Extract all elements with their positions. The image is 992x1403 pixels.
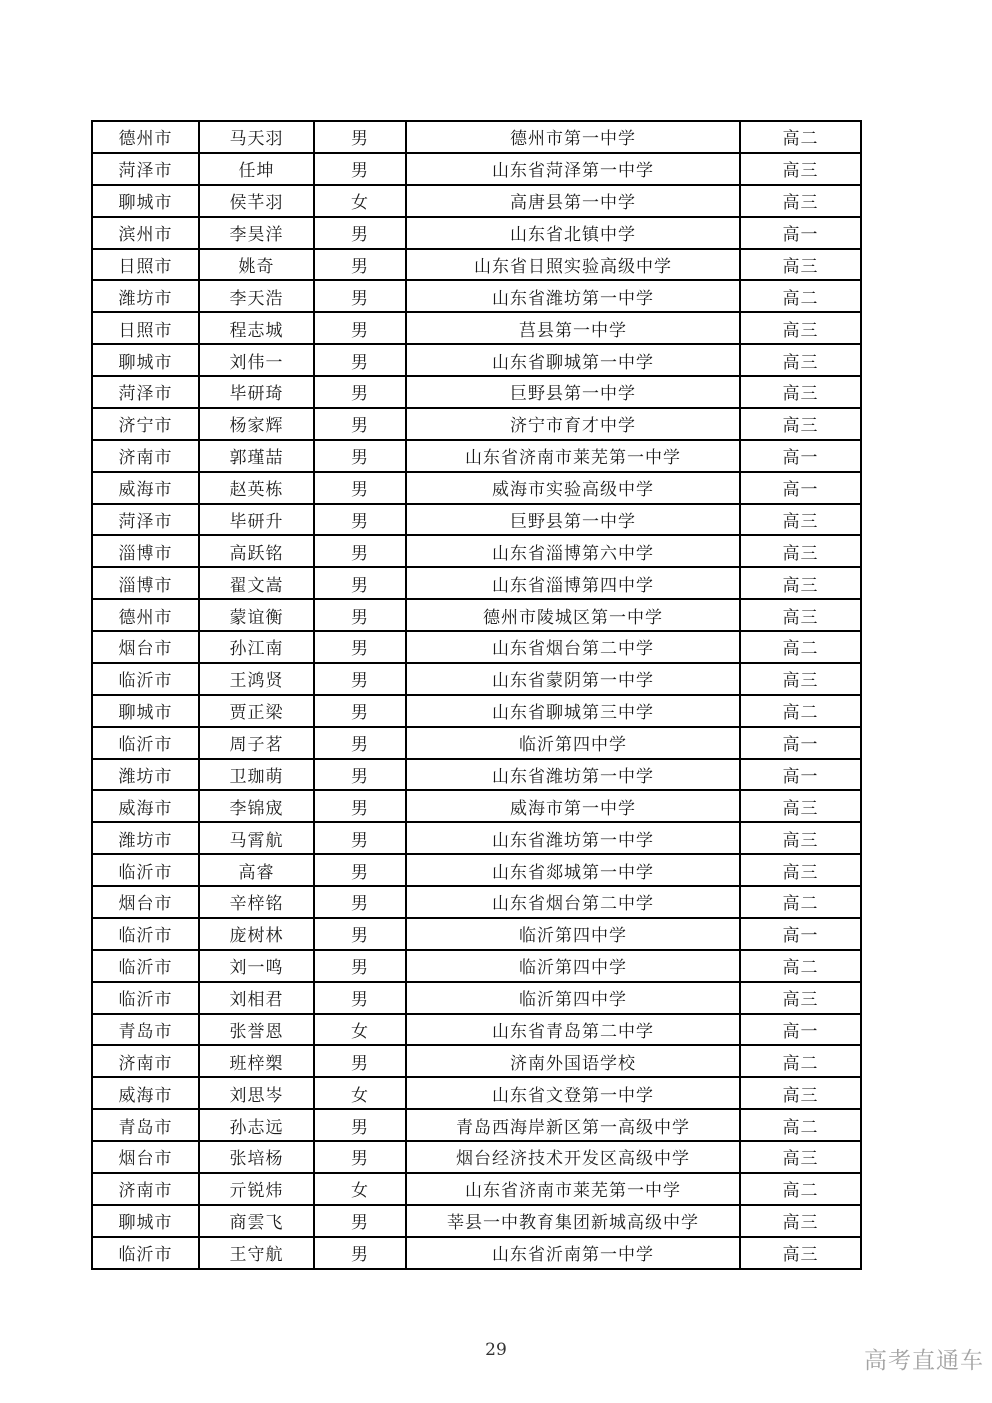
cell-gender: 男 <box>314 631 406 663</box>
cell-school: 莒县第一中学 <box>406 312 740 344</box>
cell-name: 庞树林 <box>199 918 314 950</box>
cell-school: 临沂第四中学 <box>406 950 740 982</box>
cell-name: 张培杨 <box>199 1141 314 1173</box>
cell-grade: 高二 <box>740 695 861 727</box>
cell-gender: 男 <box>314 982 406 1014</box>
cell-gender: 男 <box>314 1045 406 1077</box>
cell-school: 山东省文登第一中学 <box>406 1077 740 1109</box>
cell-gender: 男 <box>314 822 406 854</box>
cell-name: 高跃铭 <box>199 535 314 567</box>
cell-school: 山东省淄博第四中学 <box>406 567 740 599</box>
cell-gender: 男 <box>314 217 406 249</box>
cell-grade: 高三 <box>740 344 861 376</box>
cell-city: 日照市 <box>92 312 199 344</box>
table-row <box>92 344 861 376</box>
table-row <box>92 1205 861 1237</box>
cell-school: 山东省沂南第一中学 <box>406 1237 740 1269</box>
cell-city: 济南市 <box>92 1045 199 1077</box>
cell-gender: 男 <box>314 1141 406 1173</box>
cell-gender: 男 <box>314 759 406 791</box>
cell-grade: 高三 <box>740 663 861 695</box>
cell-gender: 男 <box>314 727 406 759</box>
cell-gender: 男 <box>314 504 406 536</box>
cell-grade: 高一 <box>740 759 861 791</box>
cell-city: 潍坊市 <box>92 759 199 791</box>
cell-school: 威海市第一中学 <box>406 790 740 822</box>
table-row <box>92 472 861 504</box>
student-roster-table <box>91 120 862 1270</box>
cell-name: 孙江南 <box>199 631 314 663</box>
table-row <box>92 408 861 440</box>
cell-name: 王鸿贤 <box>199 663 314 695</box>
table-row <box>92 886 861 918</box>
table-row <box>92 280 861 312</box>
cell-gender: 男 <box>314 663 406 695</box>
cell-city: 德州市 <box>92 121 199 153</box>
table-row <box>92 121 861 153</box>
cell-grade: 高三 <box>740 504 861 536</box>
cell-gender: 女 <box>314 185 406 217</box>
cell-gender: 男 <box>314 854 406 886</box>
student-table-body <box>92 121 861 1269</box>
cell-gender: 男 <box>314 249 406 281</box>
table-row <box>92 1141 861 1173</box>
cell-grade: 高二 <box>740 631 861 663</box>
cell-school: 巨野县第一中学 <box>406 504 740 536</box>
cell-grade: 高二 <box>740 1045 861 1077</box>
cell-grade: 高三 <box>740 1077 861 1109</box>
table-row <box>92 217 861 249</box>
cell-school: 山东省潍坊第一中学 <box>406 759 740 791</box>
cell-gender: 男 <box>314 376 406 408</box>
cell-grade: 高一 <box>740 472 861 504</box>
table-row <box>92 1045 861 1077</box>
cell-school: 山东省济南市莱芜第一中学 <box>406 1173 740 1205</box>
cell-city: 青岛市 <box>92 1109 199 1141</box>
cell-grade: 高一 <box>740 1014 861 1046</box>
cell-school: 山东省菏泽第一中学 <box>406 153 740 185</box>
cell-school: 威海市实验高级中学 <box>406 472 740 504</box>
cell-school: 青岛西海岸新区第一高级中学 <box>406 1109 740 1141</box>
cell-city: 聊城市 <box>92 185 199 217</box>
cell-city: 潍坊市 <box>92 280 199 312</box>
cell-gender: 男 <box>314 695 406 727</box>
cell-school: 山东省潍坊第一中学 <box>406 822 740 854</box>
cell-city: 济南市 <box>92 1173 199 1205</box>
cell-grade: 高三 <box>740 854 861 886</box>
cell-school: 山东省日照实验高级中学 <box>406 249 740 281</box>
table-row <box>92 822 861 854</box>
table-row <box>92 376 861 408</box>
cell-name: 马天羽 <box>199 121 314 153</box>
cell-city: 济宁市 <box>92 408 199 440</box>
cell-city: 烟台市 <box>92 631 199 663</box>
cell-gender: 男 <box>314 344 406 376</box>
table-row <box>92 759 861 791</box>
cell-grade: 高一 <box>740 440 861 472</box>
cell-grade: 高二 <box>740 280 861 312</box>
table-row <box>92 631 861 663</box>
cell-name: 孙志远 <box>199 1109 314 1141</box>
cell-school: 临沂第四中学 <box>406 727 740 759</box>
cell-school: 巨野县第一中学 <box>406 376 740 408</box>
cell-name: 刘思岑 <box>199 1077 314 1109</box>
table-row <box>92 312 861 344</box>
cell-grade: 高三 <box>740 790 861 822</box>
cell-city: 淄博市 <box>92 535 199 567</box>
cell-gender: 男 <box>314 312 406 344</box>
cell-gender: 男 <box>314 1237 406 1269</box>
cell-city: 临沂市 <box>92 854 199 886</box>
cell-grade: 高三 <box>740 567 861 599</box>
cell-name: 马霄航 <box>199 822 314 854</box>
table-row <box>92 1109 861 1141</box>
table-row <box>92 918 861 950</box>
table-row <box>92 1173 861 1205</box>
table-row <box>92 567 861 599</box>
table-row <box>92 950 861 982</box>
cell-school: 济南外国语学校 <box>406 1045 740 1077</box>
cell-name: 刘伟一 <box>199 344 314 376</box>
cell-grade: 高一 <box>740 918 861 950</box>
cell-city: 临沂市 <box>92 663 199 695</box>
cell-name: 班梓槊 <box>199 1045 314 1077</box>
cell-gender: 男 <box>314 1109 406 1141</box>
cell-name: 毕研琦 <box>199 376 314 408</box>
cell-grade: 高三 <box>740 1141 861 1173</box>
cell-grade: 高一 <box>740 727 861 759</box>
table-row <box>92 727 861 759</box>
cell-city: 临沂市 <box>92 727 199 759</box>
cell-city: 临沂市 <box>92 1237 199 1269</box>
cell-grade: 高三 <box>740 153 861 185</box>
cell-city: 聊城市 <box>92 344 199 376</box>
cell-school: 烟台经济技术开发区高级中学 <box>406 1141 740 1173</box>
table-row <box>92 249 861 281</box>
cell-school: 山东省北镇中学 <box>406 217 740 249</box>
cell-gender: 男 <box>314 1205 406 1237</box>
cell-school: 德州市第一中学 <box>406 121 740 153</box>
cell-school: 山东省青岛第二中学 <box>406 1014 740 1046</box>
cell-grade: 高三 <box>740 1205 861 1237</box>
cell-name: 亓锐炜 <box>199 1173 314 1205</box>
cell-gender: 男 <box>314 472 406 504</box>
cell-name: 商雲飞 <box>199 1205 314 1237</box>
cell-school: 莘县一中教育集团新城高级中学 <box>406 1205 740 1237</box>
cell-name: 辛梓铭 <box>199 886 314 918</box>
cell-grade: 高三 <box>740 185 861 217</box>
cell-gender: 男 <box>314 886 406 918</box>
cell-name: 刘相君 <box>199 982 314 1014</box>
table-row <box>92 982 861 1014</box>
cell-city: 临沂市 <box>92 918 199 950</box>
cell-gender: 男 <box>314 790 406 822</box>
cell-name: 张誉恩 <box>199 1014 314 1046</box>
cell-school: 山东省聊城第一中学 <box>406 344 740 376</box>
cell-school: 山东省郯城第一中学 <box>406 854 740 886</box>
cell-name: 程志城 <box>199 312 314 344</box>
cell-name: 李天浩 <box>199 280 314 312</box>
cell-name: 李锦宬 <box>199 790 314 822</box>
cell-city: 聊城市 <box>92 1205 199 1237</box>
cell-grade: 高三 <box>740 599 861 631</box>
table-row <box>92 1237 861 1269</box>
cell-grade: 高二 <box>740 1109 861 1141</box>
cell-grade: 高二 <box>740 950 861 982</box>
cell-grade: 高二 <box>740 886 861 918</box>
cell-grade: 高二 <box>740 121 861 153</box>
cell-school: 济宁市育才中学 <box>406 408 740 440</box>
cell-name: 毕研升 <box>199 504 314 536</box>
cell-grade: 高三 <box>740 822 861 854</box>
cell-grade: 高三 <box>740 1237 861 1269</box>
table-row <box>92 440 861 472</box>
cell-gender: 男 <box>314 440 406 472</box>
cell-name: 高睿 <box>199 854 314 886</box>
cell-city: 威海市 <box>92 1077 199 1109</box>
cell-gender: 男 <box>314 567 406 599</box>
cell-city: 威海市 <box>92 790 199 822</box>
cell-name: 周子茗 <box>199 727 314 759</box>
cell-gender: 男 <box>314 280 406 312</box>
cell-name: 侯芊羽 <box>199 185 314 217</box>
cell-city: 济南市 <box>92 440 199 472</box>
table-row <box>92 153 861 185</box>
cell-city: 潍坊市 <box>92 822 199 854</box>
cell-grade: 高三 <box>740 376 861 408</box>
table-row <box>92 663 861 695</box>
cell-grade: 高三 <box>740 982 861 1014</box>
cell-city: 菏泽市 <box>92 153 199 185</box>
cell-school: 山东省潍坊第一中学 <box>406 280 740 312</box>
cell-city: 烟台市 <box>92 1141 199 1173</box>
table-row <box>92 854 861 886</box>
watermark-text: 高考直通车 <box>864 1348 984 1374</box>
table-row <box>92 504 861 536</box>
cell-grade: 高二 <box>740 1173 861 1205</box>
table-row <box>92 185 861 217</box>
cell-city: 烟台市 <box>92 886 199 918</box>
cell-school: 高唐县第一中学 <box>406 185 740 217</box>
cell-grade: 高三 <box>740 408 861 440</box>
cell-name: 刘一鸣 <box>199 950 314 982</box>
cell-city: 临沂市 <box>92 982 199 1014</box>
cell-name: 贾正梁 <box>199 695 314 727</box>
cell-city: 德州市 <box>92 599 199 631</box>
cell-name: 蒙谊衡 <box>199 599 314 631</box>
cell-school: 山东省烟台第二中学 <box>406 631 740 663</box>
cell-name: 杨家辉 <box>199 408 314 440</box>
cell-gender: 男 <box>314 121 406 153</box>
cell-name: 王守航 <box>199 1237 314 1269</box>
table-row <box>92 535 861 567</box>
cell-school: 德州市陵城区第一中学 <box>406 599 740 631</box>
cell-city: 日照市 <box>92 249 199 281</box>
table-row <box>92 1077 861 1109</box>
cell-city: 青岛市 <box>92 1014 199 1046</box>
cell-school: 山东省淄博第六中学 <box>406 535 740 567</box>
cell-school: 临沂第四中学 <box>406 918 740 950</box>
cell-name: 翟文嵩 <box>199 567 314 599</box>
cell-gender: 女 <box>314 1077 406 1109</box>
cell-city: 滨州市 <box>92 217 199 249</box>
cell-name: 任坤 <box>199 153 314 185</box>
cell-gender: 男 <box>314 599 406 631</box>
cell-school: 山东省聊城第三中学 <box>406 695 740 727</box>
page-number: 29 <box>485 1340 507 1360</box>
table-row <box>92 695 861 727</box>
cell-name: 卫珈萌 <box>199 759 314 791</box>
cell-city: 菏泽市 <box>92 504 199 536</box>
cell-grade: 高三 <box>740 312 861 344</box>
table-row <box>92 1014 861 1046</box>
cell-city: 临沂市 <box>92 950 199 982</box>
cell-gender: 男 <box>314 153 406 185</box>
cell-city: 菏泽市 <box>92 376 199 408</box>
cell-name: 赵英栋 <box>199 472 314 504</box>
cell-school: 山东省济南市莱芜第一中学 <box>406 440 740 472</box>
table-row <box>92 790 861 822</box>
cell-grade: 高三 <box>740 535 861 567</box>
cell-name: 李昊洋 <box>199 217 314 249</box>
cell-city: 威海市 <box>92 472 199 504</box>
cell-school: 山东省蒙阴第一中学 <box>406 663 740 695</box>
table-row <box>92 599 861 631</box>
cell-name: 郭瑾喆 <box>199 440 314 472</box>
cell-name: 姚奇 <box>199 249 314 281</box>
cell-grade: 高一 <box>740 217 861 249</box>
cell-gender: 女 <box>314 1173 406 1205</box>
cell-gender: 女 <box>314 1014 406 1046</box>
cell-city: 聊城市 <box>92 695 199 727</box>
cell-gender: 男 <box>314 535 406 567</box>
cell-gender: 男 <box>314 408 406 440</box>
cell-gender: 男 <box>314 918 406 950</box>
cell-gender: 男 <box>314 950 406 982</box>
cell-grade: 高三 <box>740 249 861 281</box>
cell-school: 临沂第四中学 <box>406 982 740 1014</box>
cell-school: 山东省烟台第二中学 <box>406 886 740 918</box>
cell-city: 淄博市 <box>92 567 199 599</box>
